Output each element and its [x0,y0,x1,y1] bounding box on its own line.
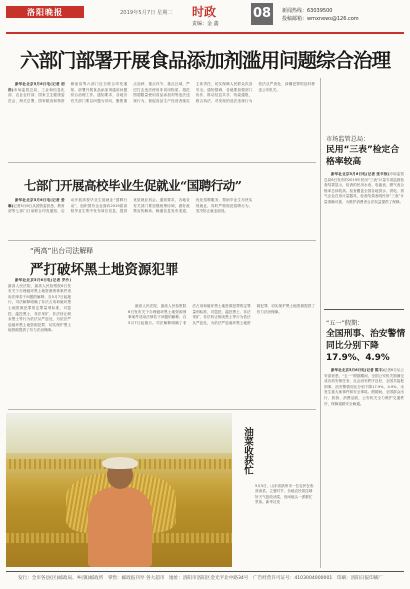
divider [324,309,404,310]
masthead-rule [6,32,404,34]
article3-headline: 严打破坏黑土地资源犯罪 [30,262,179,278]
section-editor: 责编：金 鑫 [192,21,219,27]
sidebar2-body [324,368,404,566]
footer-rule [6,571,404,572]
sidebar1-kicker: 市场监管总局： [326,136,370,143]
article3-kicker: “两高”出台司法解释 [30,247,94,255]
newspaper-logo: 洛阳晚报 [6,6,84,18]
farmer-figure [88,487,152,567]
sidebar1-body [324,172,404,296]
lead-text: 市场监管总局、工业和信息化部、农业农村部、国家卫生健康委员会、海关总署、国家粮食和物资储备局等六部门近日联合印发通知，部署开展食品添加剂滥用问题综合治理工作。通知要求，各地各有关部门要以问题为导向，聚焦重点品种、重点环节、重点区域，严厉打击违法使用非食用物质、超范围超限量使用食品添加剂等违法违规行为，督促食品生产经营者落实主体责任，切实保障人民群众饮食安全。通知强调，各地要加强部门协作，推动信息共享、线索通报、联合执法，对发现的违法违规行为依法从严查处，涉嫌犯罪的及时移送公安机关。 [8,82,315,103]
sidebar2-headline: 全国刑事、治安警情同比分别下降17.9%、4.9% [326,329,406,363]
sidebar1-byline: 新华社北京5月6日电(记者 张辛欣) [331,172,390,176]
article3-text: 最高人民法院、最高人民检察院6日发布关于办理破坏黑土地资源刑事案件适用法律若干问题的解释，自5月7日起施行。司法解释明确了非法占用和破坏黑土地资源犯罪的定罪量刑标准，对盗挖、滥挖黑土，非法采矿、非法转让倒卖黑土等行为依法从严惩处，为依法严惩破坏黑土地资源犯罪、切实保护黑土地资源提供了有力法治保障。 [8,283,71,333]
article3-byline: 新华社北京5月6日电(记者 罗沙) [15,278,71,282]
article2-byline: 新华社北京5月6日电(记者 姜琳) [8,198,65,208]
column-rule [320,78,321,568]
sidebar1-text: 市场监管总局6日发布的2019年民用“三表”计量专项监督检查结果显示，检查的民用水表、电能表、燃气表合格率总体较高。检查覆盖全国各地供水、供电、供气企业在用计量器具，检查结果表明民用“三表”计量准确可靠，为维护消费者合法权益提供了保障。 [324,172,404,204]
sidebar2-text: 记者6日从公安部获悉，“五一”假期期间，全国公安机关圆满完成各项安保任务，社会治安秩序良好，全国共接报刑事、治安警情同比分别下降17.9%、4.9%，未发生重大案事件和安全事故。假期间，全国群众出行、旅游、消费活跃，公安机关全力维护交通秩序，保障道路安全畅通。 [324,368,404,406]
divider [8,409,316,410]
sidebar2-byline: 新华社北京5月6日电(记者 熊丰) [331,368,384,372]
photo-caption: 5月5日，山东省滨州市一位农民在收获油菜。立夏时节，各地农民抓住晴好天气抢收油菜，田间地头一派繁忙景象。新华社发 [255,484,314,505]
lead-body [8,82,315,160]
section-title: 时政 [192,5,217,19]
photo-sky [6,413,232,453]
article3-text-cont: 最高人民法院、最高人民检察院6日发布关于办理破坏黑土地资源刑事案件适用法律若干问题的解释，自5月7日起施行。司法解释明确了非法占用和破坏黑土地资源犯罪的定罪量刑标准，对盗挖、滥挖黑土，非法采矿、非法转让倒卖黑土等行为依法从严惩处，为依法严惩破坏黑土地资源犯罪、切实保护黑土地资源提供了有力法治保障。 [128,304,315,325]
lead-headline: 六部门部署开展食品添加剂滥用问题综合治理 [20,49,391,72]
photo-title: 油菜收获忙 [242,427,253,475]
masthead [0,0,410,36]
article2-body [8,198,315,236]
news-hotline: 新闻热线：63039500 [282,8,333,14]
page-number: 08 [251,3,273,25]
farmer-hat [102,457,138,469]
article2-headline: 七部门开展高校毕业生促就业“国聘行动” [24,178,242,193]
sidebar2-kicker: “五一”假期： [326,320,364,327]
divider [8,162,316,163]
article2-text: 记者5月6日从国资委获悉，教育部等七部门日前联合印发通知，启动开展高校毕业生促就业“国聘行动”，组织国有企业面向2019届高校毕业生集中发布岗位信息，提供优质就业机会。通知要求，各地各有关部门要加强统筹协调，做好政策宣传解读，畅通信息发布渠道，优化招聘服务，帮助毕业生尽快实现就业，同时严格规范招聘行为，坚决防止就业歧视。 [8,198,253,214]
sidebar1-headline: 民用“三表”检定合格率较高 [326,145,400,167]
harvest-photo [6,413,232,567]
issue-date: 2019年5月7日 星期二 [120,10,173,16]
contact-info [282,7,359,23]
lead-byline: 新华社北京5月6日电(记者 胡浩) [8,82,65,92]
article3-body-col1 [8,278,71,406]
article3-body-cols [128,304,315,406]
submission-email: 投稿邮箱：wmxnews@126.com [282,16,359,22]
footer-info: 发行：全市各县(区)邮政局、乡(镇)邮政所 零售：邮政报刊亭 各大超市 地址：洛阳市洛阳区金光平北中路34号 广告经营许可证号：4103004000001 印刷：洛阳日报印刷厂 [18,576,383,581]
divider [8,240,316,241]
